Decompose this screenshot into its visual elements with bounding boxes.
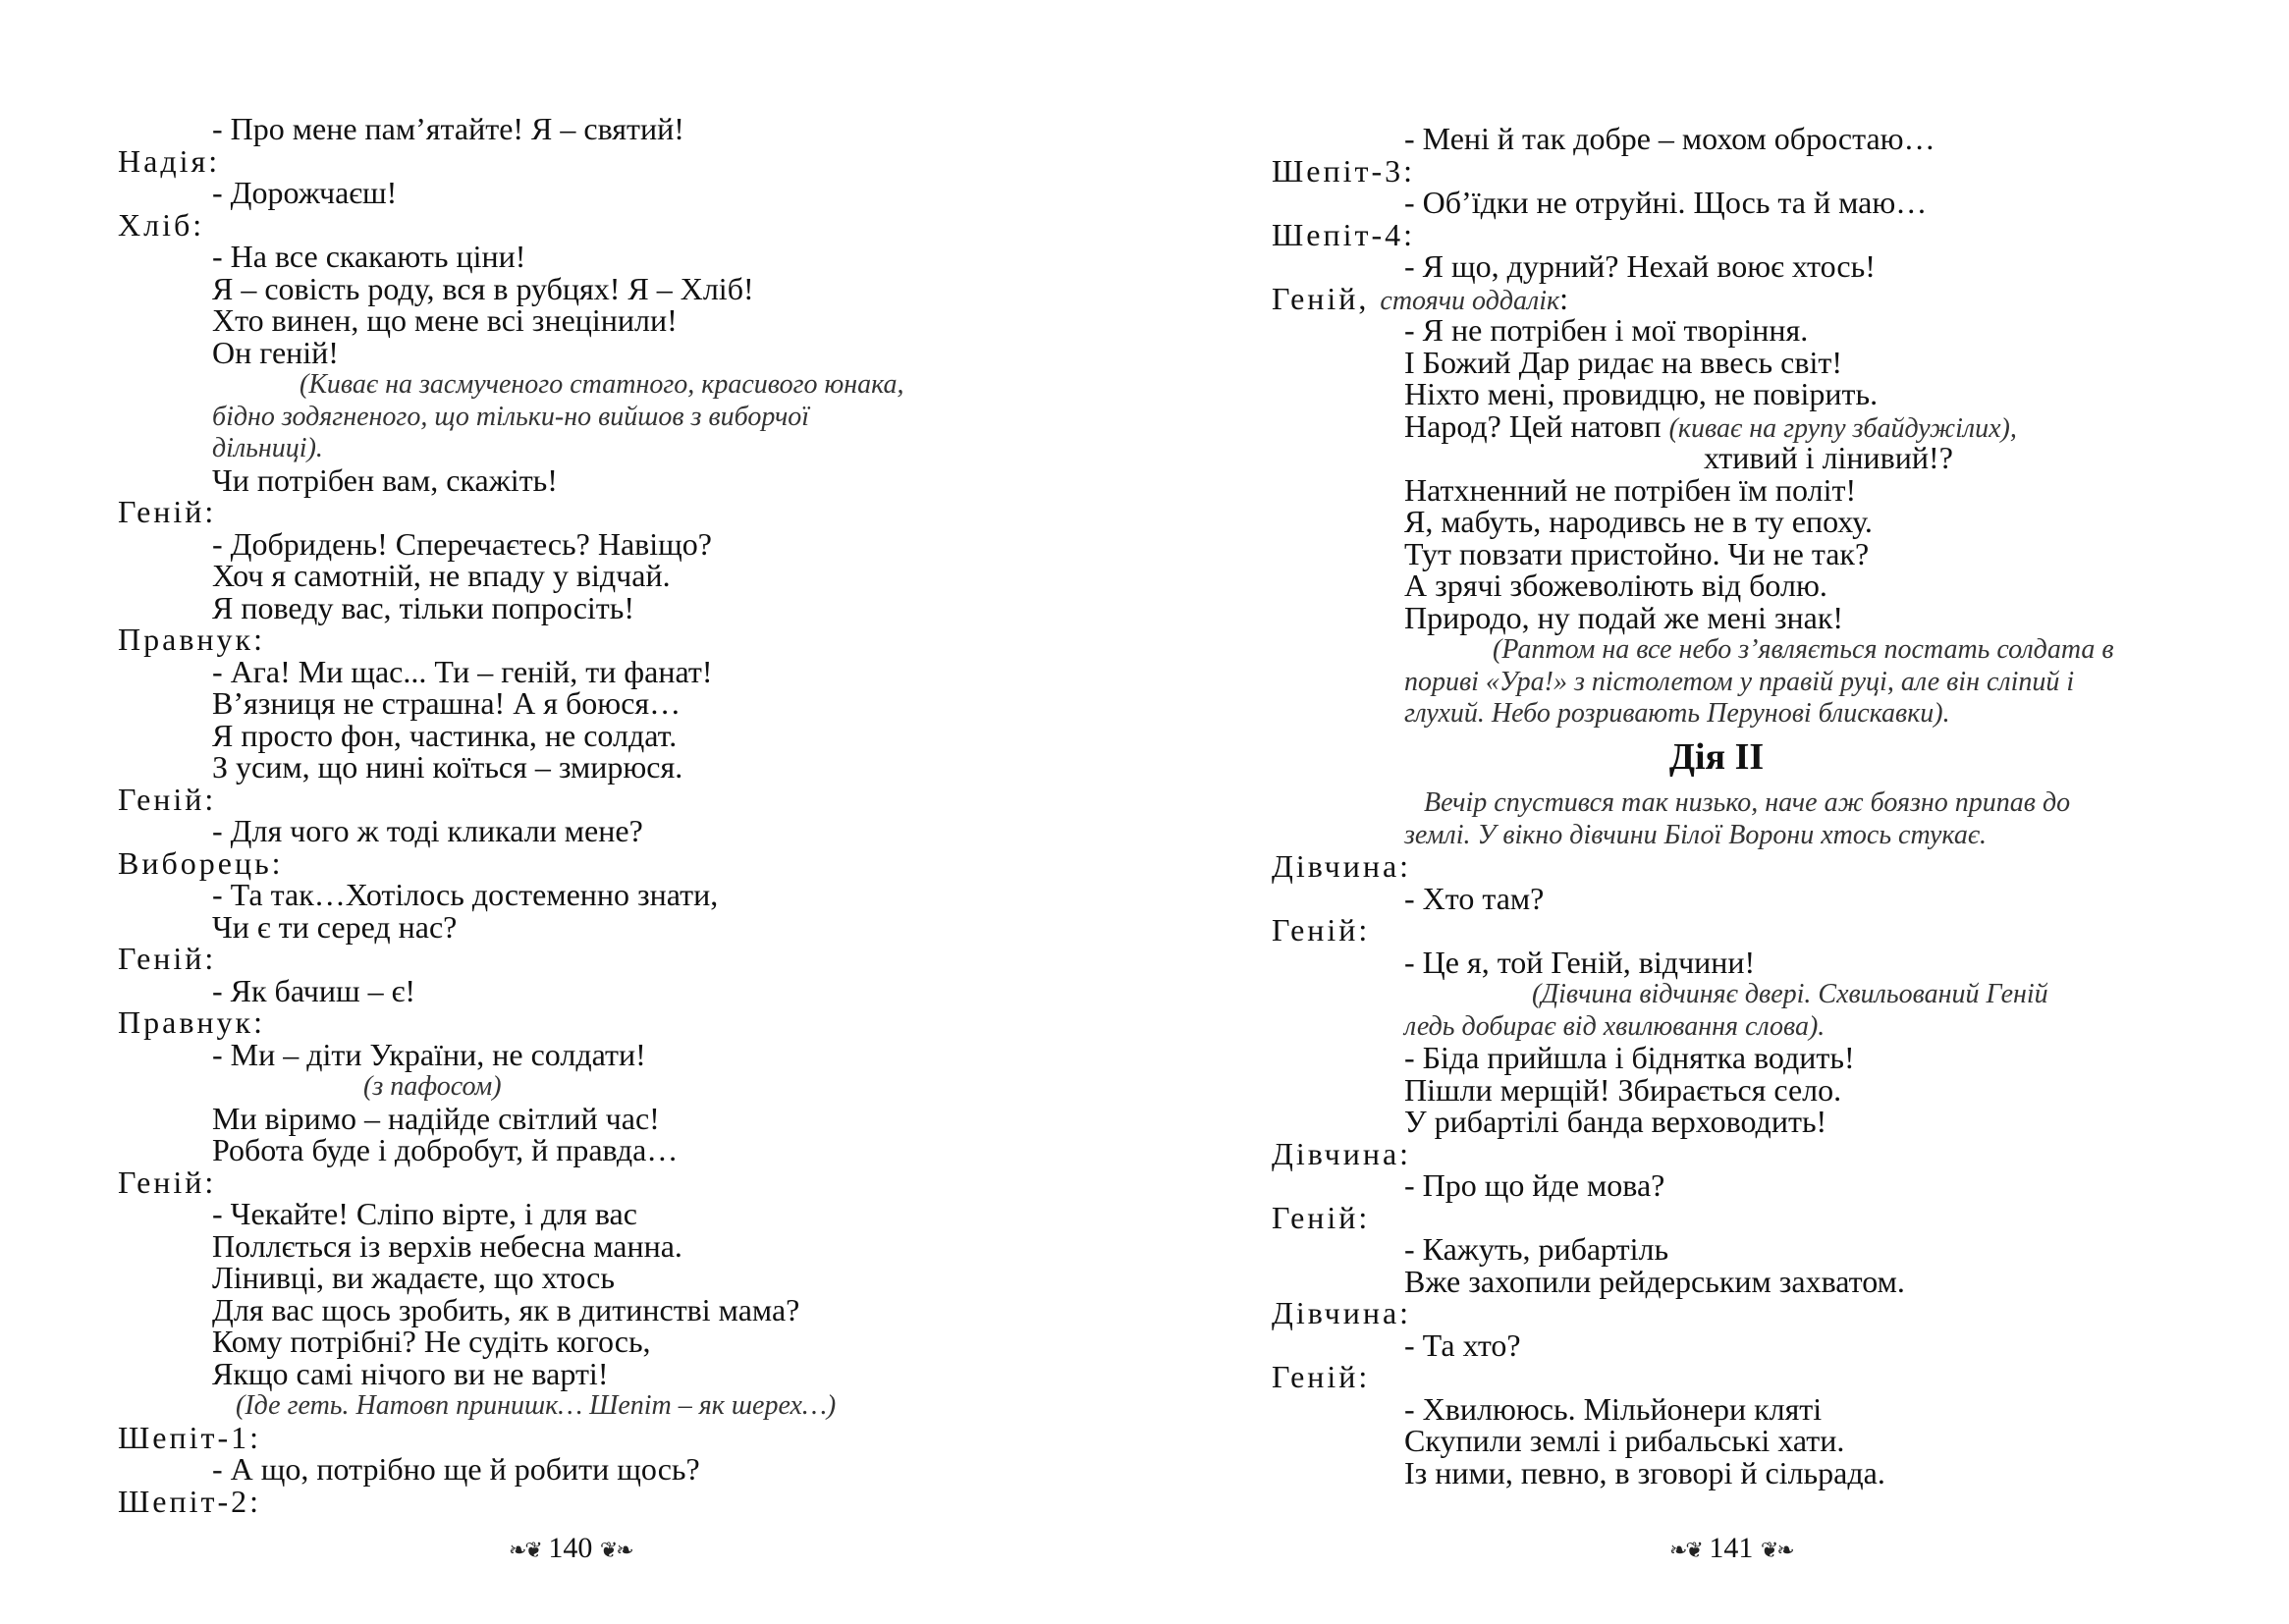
- stage-direction: бідно зодягненого, що тільки-но вийшов з виборчої: [212, 401, 810, 432]
- dialogue-line: [1404, 1169, 1664, 1202]
- dialogue-line: [1404, 1326, 1521, 1363]
- dialogue-line: [212, 879, 718, 911]
- dialogue-text: - Та так…Хотілось достеменно знати,: [212, 877, 719, 912]
- speaker-name: [1272, 1297, 1411, 1329]
- speaker-label: Дівчина:: [1272, 1135, 1412, 1171]
- speaker-label: Виборець:: [118, 844, 284, 881]
- dialogue-text: Он геній!: [212, 334, 339, 370]
- speaker-label: Геній:: [1272, 912, 1371, 947]
- speaker-name: [1272, 1199, 1371, 1235]
- dialogue-text: У рибартілі банда верховодить!: [1404, 1104, 1827, 1139]
- speaker-name: [118, 1006, 265, 1039]
- dialogue-line: [212, 687, 681, 720]
- stage-direction: пориві «Ура!» з пістолетом у правій руці, але він сліпий і: [1404, 666, 2075, 697]
- speaker-label: Дівчина:: [1272, 1295, 1412, 1330]
- dialogue-text: Лінивці, ви жадаєте, що хтось: [212, 1260, 615, 1295]
- speaker-label: Надія:: [118, 142, 221, 179]
- dialogue-line: [212, 908, 458, 945]
- ornament-icon: ❦❧: [1760, 1538, 1793, 1563]
- dialogue-line: [1404, 1425, 1844, 1457]
- dialogue-line: [212, 334, 339, 370]
- speaker-name: [118, 206, 205, 243]
- stage-direction: землі. У вікно дівчини Білої Ворони хтось стукає.: [1404, 819, 1988, 850]
- dialogue-line: [212, 815, 643, 847]
- speaker-label: Шепіт-2:: [118, 1483, 262, 1519]
- dialogue-line: [1404, 599, 1844, 635]
- dialogue-line: [1404, 1106, 1826, 1138]
- dialogue-text: Поллється із верхів небесна манна.: [212, 1227, 682, 1264]
- speaker-label: Геній,: [1272, 280, 1370, 316]
- dialogue-line: [1404, 378, 1878, 410]
- ornament-icon: ❧❦: [509, 1538, 541, 1563]
- speaker-name: [1272, 216, 1416, 252]
- left-page: [0, 0, 1144, 1624]
- page-number: [1669, 1533, 1793, 1566]
- dialogue-text: - Чекайте! Сліпо вірте, і для вас: [212, 1196, 637, 1231]
- dialogue-text: - Дорожчаєш!: [212, 175, 398, 210]
- speaker-label: Геній:: [118, 494, 217, 529]
- stage-direction: (Дівчина відчиняє двері. Схвильований Геній: [1532, 979, 2048, 1009]
- dialogue-line: [212, 241, 525, 273]
- speaker-name: [118, 623, 265, 656]
- dialogue-text: Хоч я самотній, не впаду у відчай.: [212, 558, 671, 593]
- dialogue-line: [1404, 1071, 1842, 1108]
- dialogue-text: Ми віримо – надійде світлий час!: [212, 1100, 660, 1136]
- ornament-icon: ❦❧: [599, 1538, 632, 1563]
- dialogue-line: [212, 1326, 651, 1358]
- dialogue-line: [212, 1291, 800, 1327]
- dialogue-text: В’язниця не страшна! А я боюся…: [212, 685, 681, 721]
- dialogue-line: [212, 270, 754, 306]
- stage-direction: глухий. Небо розривають Перунові блискавки).: [1404, 698, 1950, 729]
- speaker-label: Правнук:: [118, 1004, 265, 1040]
- dialogue-line: [212, 113, 684, 145]
- dialogue-line: [212, 1036, 646, 1072]
- dialogue-line: [1404, 250, 1876, 283]
- dialogue-text: Природо, ну подай же мені знак!: [1404, 599, 1844, 635]
- dialogue-text: Натхненний не потрібен їм політ!: [1404, 471, 1857, 508]
- dialogue-line: [212, 653, 713, 689]
- speaker-label: Геній:: [1272, 1359, 1371, 1394]
- speaker-name: [1272, 152, 1416, 189]
- speaker-name: [118, 1419, 262, 1455]
- dialogue-text: Чи потрібен вам, скажіть!: [212, 461, 558, 498]
- speaker-name: [1272, 1135, 1412, 1171]
- dialogue-text: Народ? Цей натовп: [1404, 407, 1662, 444]
- dialogue-line: [1404, 535, 1870, 571]
- speaker-label: Правнук:: [118, 622, 265, 657]
- dialogue-line: [1704, 442, 1953, 474]
- dialogue-line: [1404, 1390, 1823, 1427]
- ornament-icon: ❧❦: [1669, 1538, 1702, 1563]
- page-number-text: 141: [1709, 1532, 1754, 1564]
- dialogue-text: - Хвилююсь. Мільйонери кляті: [1404, 1390, 1823, 1427]
- dialogue-text: Якщо самі нічого ви не варті!: [212, 1355, 609, 1391]
- right-page: [1144, 0, 2289, 1624]
- dialogue-line: [212, 1198, 637, 1230]
- speaker-colon: :: [1559, 280, 1571, 316]
- dialogue-text: Тут повзати пристойно. Чи не так?: [1404, 535, 1870, 571]
- stage-direction: Вечір спустився так низько, наче аж боязно припав до: [1424, 787, 2071, 818]
- dialogue-text: - Ага! Ми щас... Ти – геній, ти фанат!: [212, 653, 713, 689]
- dialogue-text: - Та хто?: [1404, 1326, 1521, 1363]
- dialogue-text: - Добридень! Сперечаєтесь? Навіщо?: [212, 525, 712, 562]
- dialogue-text: Я поведу вас, тільки попросіть!: [212, 589, 635, 625]
- stage-direction: (з пафосом): [363, 1071, 502, 1102]
- speaker-name: [1272, 1361, 1370, 1393]
- dialogue-text: А зрячі збожеволіють від болю.: [1404, 568, 1827, 603]
- dialogue-text: - Об’їдки не отруйні. Щось та й маю…: [1404, 185, 1928, 220]
- dialogue-line: [1404, 314, 1808, 347]
- dialogue-line: [1404, 569, 1827, 602]
- dialogue-text: - Про що йде мова?: [1404, 1167, 1665, 1203]
- dialogue-line: [1404, 187, 1927, 219]
- dialogue-line: [212, 1453, 700, 1486]
- speaker-name: [118, 1166, 216, 1199]
- dialogue-line: [212, 751, 682, 784]
- dialogue-line: [212, 461, 558, 498]
- dialogue-line: [212, 717, 678, 753]
- dialogue-text: - Я що, дурний? Нехай воює хтось!: [1404, 248, 1876, 284]
- stage-direction-inline: (киває на групу збайдужілих),: [1668, 412, 2017, 444]
- page-number: [509, 1533, 632, 1566]
- dialogue-line: [212, 560, 671, 592]
- dialogue-line: [1404, 1042, 1855, 1074]
- dialogue-text: Робота буде і добробут, й правда…: [212, 1132, 679, 1167]
- dialogue-line: [212, 525, 712, 562]
- speaker-label: Геній:: [118, 941, 217, 976]
- speaker-name: [118, 1483, 262, 1519]
- stage-direction: (Раптом на все небо з’являється постать солдата в: [1493, 634, 2114, 665]
- speaker-label: Шепіт-4:: [1272, 216, 1416, 252]
- dialogue-text: Я просто фон, частинка, не солдат.: [212, 717, 678, 753]
- stage-direction: (Іде геть. Натовп принишк… Шепіт – як шерех…): [236, 1390, 837, 1421]
- dialogue-text: Чи є ти серед нас?: [212, 908, 458, 945]
- dialogue-line: [1404, 944, 1756, 980]
- speaker-label: Геній:: [118, 781, 217, 817]
- dialogue-text: - Ми – діти України, не солдати!: [212, 1036, 646, 1072]
- stage-direction: ледь добирає від хвилювання слова).: [1404, 1010, 1826, 1042]
- dialogue-line: [212, 1355, 609, 1391]
- dialogue-text: Я, мабуть, народивсь не в ту епоху.: [1404, 504, 1873, 539]
- speaker-name: [118, 844, 284, 881]
- dialogue-text: - Для чого ж тоді кликали мене?: [212, 813, 643, 848]
- dialogue-line: [1404, 123, 1935, 155]
- dialogue-text: - Біда прийшла і біднятка водить!: [1404, 1040, 1855, 1075]
- stage-direction: (Киває на засмученого статного, красивого юнака,: [300, 369, 904, 400]
- dialogue-line: [212, 304, 678, 337]
- dialogue-text: Вже захопили рейдерським захватом.: [1404, 1263, 1905, 1299]
- dialogue-text: - Хто там?: [1404, 880, 1545, 916]
- dialogue-line: [1404, 471, 1857, 508]
- dialogue-text: - Мені й так добре – мохом обростаю…: [1404, 121, 1935, 156]
- dialogue-text: Пішли мерщій! Збирається село.: [1404, 1071, 1842, 1108]
- dialogue-line: [212, 1262, 615, 1294]
- dialogue-text: - Це я, той Геній, відчини!: [1404, 944, 1756, 980]
- dialogue-text: І Божий Дар ридає на ввесь світ!: [1404, 344, 1842, 380]
- act-heading: Дія ІІ: [1668, 735, 1765, 778]
- dialogue-line: [212, 972, 415, 1008]
- dialogue-text: - Про мене пам’ятайте! Я – святий!: [212, 111, 684, 146]
- speaker-label: Геній:: [118, 1164, 217, 1200]
- dialogue-line: [212, 589, 635, 625]
- speaker-name: [1272, 914, 1370, 947]
- stage-direction: дільниці).: [212, 433, 323, 463]
- dialogue-text: - Я не потрібен і мої творіння.: [1404, 312, 1809, 348]
- dialogue-text: Для вас щось зробить, як в дитинстві мама?: [212, 1291, 800, 1327]
- dialogue-text: Я – совість роду, вся в рубцях! Я – Хліб!: [212, 270, 754, 306]
- dialogue-text: хтивий і лінивий!?: [1704, 440, 1953, 475]
- dialogue-line: [212, 1227, 682, 1264]
- speaker-name: [118, 943, 216, 975]
- dialogue-text: Хто винен, що мене всі знецінили!: [212, 302, 678, 338]
- dialogue-line: [1404, 1454, 1885, 1490]
- speaker-label: Хліб:: [118, 206, 205, 243]
- dialogue-line: [1404, 506, 1873, 538]
- dialogue-line: [212, 177, 397, 209]
- speaker-name: [1272, 850, 1411, 883]
- stage-direction-inline: стоячи оддалік: [1380, 285, 1560, 316]
- dialogue-line: [1404, 880, 1545, 916]
- dialogue-text: Скупили землі і рибальські хати.: [1404, 1423, 1845, 1458]
- dialogue-text: - А що, потрібно ще й робити щось?: [212, 1451, 700, 1487]
- speaker-name: [118, 496, 216, 528]
- dialogue-line: [1404, 1263, 1905, 1299]
- dialogue-text: Із ними, певно, в зговорі й сільрада.: [1404, 1454, 1885, 1490]
- speaker-label: Геній:: [1272, 1199, 1371, 1235]
- page-number-text: 140: [548, 1532, 593, 1564]
- speaker-label: Шепіт-3:: [1272, 152, 1416, 189]
- speaker-name: [118, 142, 221, 179]
- speaker-label: Шепіт-1:: [118, 1419, 262, 1455]
- dialogue-text: Кому потрібні? Не судіть когось,: [212, 1324, 651, 1359]
- speaker-name: [118, 781, 217, 817]
- dialogue-text: - Кажуть, рибартіль: [1404, 1231, 1669, 1267]
- dialogue-line: [212, 1134, 678, 1166]
- speaker-label: Дівчина:: [1272, 848, 1412, 884]
- dialogue-line: [212, 1100, 660, 1136]
- dialogue-line: [1404, 344, 1842, 380]
- dialogue-text: - На все скакають ціни!: [212, 239, 526, 274]
- dialogue-text: Ніхто мені, провидцю, не повірить.: [1404, 376, 1879, 411]
- dialogue-line: [1404, 1233, 1668, 1266]
- dialogue-text: З усим, що нині коїться – змирюся.: [212, 749, 683, 785]
- dialogue-text: - Як бачиш – є!: [212, 972, 415, 1008]
